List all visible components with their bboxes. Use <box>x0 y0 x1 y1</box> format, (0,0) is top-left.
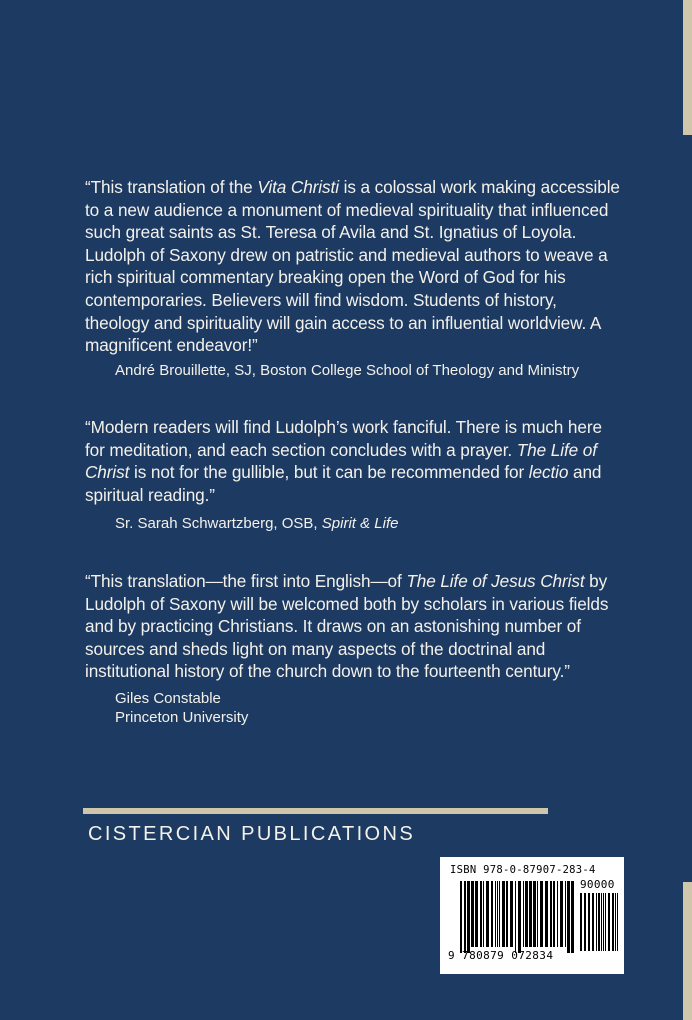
barcode-bar <box>497 881 498 947</box>
barcode-bar <box>483 881 484 947</box>
publisher-name: CISTERCIAN PUBLICATIONS <box>88 823 416 845</box>
barcode-addon-bar <box>612 893 614 951</box>
barcode-bar <box>495 881 496 947</box>
barcode-addon-bar <box>603 893 604 951</box>
text-run: by Ludolph of Saxony will be welcomed both by scholars in various fields and by practicing Christians. It draws on an astonishing number of sources and sheds light on many aspects of the doctrinal and institutional history of the church down to the fourteenth century.” <box>85 571 609 682</box>
barcode-bar <box>567 881 570 953</box>
barcode-bar <box>540 881 543 947</box>
barcode-addon-digits: 90000 <box>580 878 615 891</box>
text-run: Giles Constable <box>115 690 221 707</box>
barcode-bar <box>553 881 555 947</box>
text-run: “This translation—the first into English—of <box>85 571 407 591</box>
isbn-label: ISBN 978-0-87907-283-4 <box>450 864 596 876</box>
barcode-addon-bar <box>608 893 610 951</box>
endorsement-quote-2 <box>85 416 625 506</box>
barcode-addon-bar <box>580 893 582 951</box>
italic-title-text: Spirit & Life <box>321 515 399 532</box>
publisher-divider <box>83 808 548 814</box>
barcode-bar <box>518 881 521 953</box>
barcode-bar <box>550 881 552 947</box>
text-run: “This translation of the <box>85 177 258 197</box>
barcode-bar <box>491 881 493 947</box>
text-run: and spiritual reading.” <box>85 462 602 505</box>
italic-title-text: The Life of Jesus Christ <box>406 571 585 591</box>
text-run: André Brouillette, SJ, Boston College School of Theology and Ministry <box>115 362 580 379</box>
barcode-bar <box>467 881 470 953</box>
barcode-bar <box>537 881 538 947</box>
barcode-addon-bar <box>584 893 586 951</box>
barcode-ean-digits: 9 780879 072834 <box>448 949 554 962</box>
barcode-bar <box>565 881 566 947</box>
barcode-addon-bar <box>605 893 606 951</box>
barcode-bar <box>471 881 474 947</box>
page-edge-tab-bottom <box>683 882 692 1020</box>
text-run: is not for the gullible, but it can be recommended for <box>129 462 529 483</box>
barcode-bar <box>560 881 563 947</box>
barcode-bar <box>506 881 508 947</box>
page-edge-tab-top <box>683 0 692 135</box>
barcode-bar <box>486 881 489 947</box>
barcode-addon-bar <box>596 893 597 951</box>
barcode-bar <box>475 881 478 947</box>
barcode-bar <box>545 881 548 947</box>
barcode-bar <box>515 881 516 953</box>
endorsement-attribution-1 <box>115 361 579 380</box>
barcode-bar <box>557 881 558 947</box>
barcode-bar <box>502 881 505 947</box>
isbn-barcode <box>440 857 624 974</box>
text-run: is a colossal work making accessible to a new audience a monument of medieval spirituality that influenced such great saints as St. Teresa of Avila and St. Ignatius of Loyola. Ludolph of Saxony drew on patristic and medieval authors to weave a rich spiritual commentary breaking open the Word of God for his contemporaries. Believers will find wisdom. Students of history, theology and spirituality will gain access to an influential worldview. A magnificent endeavor!” <box>85 177 620 356</box>
barcode-bar <box>523 881 524 947</box>
barcode-bar <box>510 881 513 947</box>
barcode-bar <box>499 881 500 947</box>
barcode-bar <box>464 881 466 953</box>
barcode-bar <box>525 881 528 947</box>
barcode-addon-bar <box>598 893 600 951</box>
italic-title-text: Vita Christi <box>257 177 339 197</box>
italic-title-text: The Life of Christ <box>85 439 597 483</box>
endorsement-quote-3 <box>85 570 625 683</box>
barcode-bar <box>480 881 482 947</box>
text-run: “Modern readers will find Ludolph’s work fanciful. There is much here for meditation, and each section concludes with a prayer. <box>85 417 602 460</box>
barcode-addon-bar <box>617 893 618 951</box>
barcode-addon-bar <box>588 893 590 951</box>
barcode-bar <box>533 881 536 947</box>
text-run: Princeton University <box>115 709 249 726</box>
barcode-bar <box>529 881 532 947</box>
barcode-addon-bar <box>592 893 594 951</box>
text-run: Sr. Sarah Schwartzberg, OSB, <box>115 515 322 532</box>
italic-title-text: lectio <box>528 462 569 483</box>
barcode-bar <box>460 881 462 953</box>
barcode-bar <box>571 881 574 953</box>
barcode-addon-bar <box>601 893 602 951</box>
endorsement-quote-1 <box>85 176 625 357</box>
endorsement-attribution-2 <box>115 514 398 533</box>
endorsement-attribution-3 <box>115 689 248 727</box>
barcode-addon-bar <box>615 893 616 951</box>
